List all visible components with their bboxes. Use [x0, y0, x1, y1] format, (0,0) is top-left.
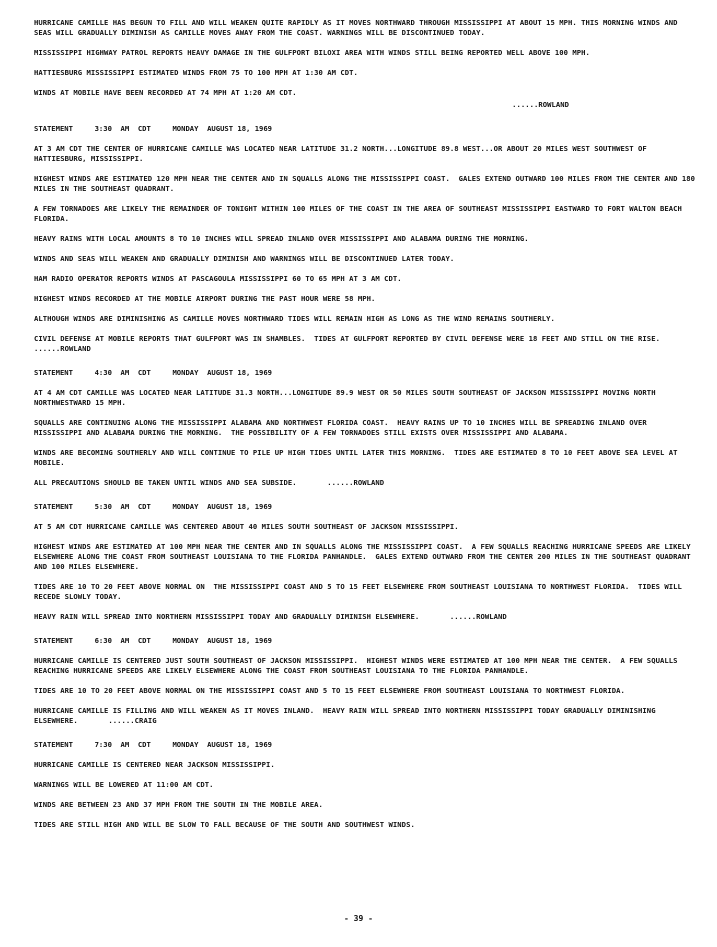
statements-section — [34, 124, 700, 830]
paragraph: AT 5 AM CDT HURRICANE CAMILLE WAS CENTERED ABOUT 40 MILES SOUTH SOUTHEAST OF JACKSON MISSISSIPPI. — [34, 522, 459, 531]
paragraph: HATTIESBURG MISSISSIPPI ESTIMATED WINDS FROM 75 TO 100 MPH AT 1:30 AM CDT. — [34, 68, 358, 77]
signature-gap — [78, 716, 109, 725]
paragraph: HURRICANE CAMILLE IS CENTERED NEAR JACKSON MISSISSIPPI. — [34, 760, 275, 769]
paragraph-with-signature — [34, 478, 697, 488]
statement — [34, 368, 697, 488]
statement-header: STATEMENT 3:30 AM CDT MONDAY AUGUST 18, 1969 — [34, 124, 272, 133]
paragraph: AT 4 AM CDT CAMILLE WAS LOCATED NEAR LATITUDE 31.3 NORTH...LONGITUDE 89.9 WEST OR 50 MILES SOUTH SOUTHEAST OF JACKSON MISSISSIPPI MOVING NORTH NORTHWESTWARD 15 MPH. — [34, 388, 660, 407]
signature-line — [34, 100, 697, 110]
paragraph: HURRICANE CAMILLE IS CENTERED JUST SOUTH SOUTHEAST OF JACKSON MISSISSIPPI. HIGHEST WINDS WERE ESTIMATED AT 100 MPH NEAR THE CENTER. A FEW SQUALLS REACHING HURRICANE SPEEDS ARE LIKELY ELSEWHERE ALONG THE COAST FROM SOUTHEAST LOUISIANA TO THE FLORIDA PANHANDLE. — [34, 656, 682, 675]
paragraph: WINDS AT MOBILE HAVE BEEN RECORDED AT 74 MPH AT 1:20 AM CDT. — [34, 88, 297, 97]
paragraph: A FEW TORNADOES ARE LIKELY THE REMAINDER OF TONIGHT WITHIN 100 MILES OF THE COAST IN THE AREA OF SOUTHEAST MISSISSIPPI EASTWARD TO FORT WALTON BEACH FLORIDA. — [34, 204, 687, 223]
statement — [34, 502, 697, 622]
signature: ......ROWLAND — [449, 612, 507, 621]
paragraph: HAM RADIO OPERATOR REPORTS WINDS AT PASCAGOULA MISSISSIPPI 60 TO 65 MPH AT 3 AM CDT. — [34, 274, 402, 283]
signature: ......ROWLAND — [327, 478, 385, 487]
paragraph-text: HEAVY RAIN WILL SPREAD INTO NORTHERN MISSISSIPPI TODAY AND GRADUALLY DIMINISH ELSEWHERE. — [34, 612, 420, 621]
statement-header: STATEMENT 7:30 AM CDT MONDAY AUGUST 18, 1969 — [34, 740, 272, 749]
paragraph: ALTHOUGH WINDS ARE DIMINISHING AS CAMILLE MOVES NORTHWARD TIDES WILL REMAIN HIGH AS LONG AS THE WIND REMAINS SOUTHERLY. — [34, 314, 555, 323]
paragraph-text: CIVIL DEFENSE AT MOBILE REPORTS THAT GULFPORT WAS IN SHAMBLES. TIDES AT GULFPORT REPORTED BY CIVIL DEFENSE WERE 18 FEET AND STILL ON THE RISE. — [34, 334, 660, 343]
paragraph: WINDS ARE BETWEEN 23 AND 37 MPH FROM THE SOUTH IN THE MOBILE AREA. — [34, 800, 323, 809]
paragraph: TIDES ARE STILL HIGH AND WILL BE SLOW TO FALL BECAUSE OF THE SOUTH AND SOUTHWEST WINDS. — [34, 820, 415, 829]
paragraph: HIGHEST WINDS ARE ESTIMATED 120 MPH NEAR THE CENTER AND IN SQUALLS ALONG THE MISSISSIPPI COAST. GALES EXTEND OUTWARD 100 MILES FROM THE CENTER AND 180 MILES IN THE SOUTHEAST QUADRANT. — [34, 174, 700, 193]
paragraph-with-signature — [34, 612, 697, 622]
paragraph: HEAVY RAINS WITH LOCAL AMOUNTS 8 TO 10 INCHES WILL SPREAD INLAND OVER MISSISSIPPI AND ALABAMA DURING THE MORNING. — [34, 234, 529, 243]
statement — [34, 124, 700, 354]
paragraph: MISSISSIPPI HIGHWAY PATROL REPORTS HEAVY DAMAGE IN THE GULFPORT BILOXI AREA WITH WINDS STILL BEING REPORTED WELL ABOVE 100 MPH. — [34, 48, 590, 57]
paragraph-with-signature — [34, 334, 697, 354]
paragraph-with-signature — [34, 706, 697, 726]
paragraph-text: HURRICANE CAMILLE IS FILLING AND WILL WEAKEN AS IT MOVES INLAND. HEAVY RAIN WILL SPREAD INTO NORTHERN MISSISSIPPI TODAY GRADUALLY DIMINISHING ELSEWHERE. — [34, 706, 660, 725]
paragraph: HURRICANE CAMILLE HAS BEGUN TO FILL AND WILL WEAKEN QUITE RAPIDLY AS IT MOVES NORTHWARD THROUGH MISSISSIPPI AT ABOUT 15 MPH. THIS MORNING WINDS AND SEAS WILL GRADUALLY DIMINISH AS CAMILLE MOVES AWAY FROM THE COAST. WARNINGS WILL BE DISCONTINUED TODAY. — [34, 18, 682, 37]
paragraph: HIGHEST WINDS RECORDED AT THE MOBILE AIRPORT DURING THE PAST HOUR WERE 58 MPH. — [34, 294, 376, 303]
statement-header: STATEMENT 5:30 AM CDT MONDAY AUGUST 18, 1969 — [34, 502, 272, 511]
statement — [34, 740, 697, 830]
signature-gap — [297, 478, 328, 487]
signature-gap — [660, 334, 691, 343]
signature: ......ROWLAND — [512, 100, 569, 109]
statement-header: STATEMENT 6:30 AM CDT MONDAY AUGUST 18, 1969 — [34, 636, 272, 645]
paragraph: WINDS ARE BECOMING SOUTHERLY AND WILL CONTINUE TO PILE UP HIGH TIDES UNTIL LATER THIS MORNING. TIDES ARE ESTIMATED 8 TO 10 FEET ABOVE SEA LEVEL AT MOBILE. — [34, 448, 682, 467]
paragraph: TIDES ARE 10 TO 20 FEET ABOVE NORMAL ON THE MISSISSIPPI COAST AND 5 TO 15 FEET ELSEWHERE FROM SOUTHEAST LOUISIANA TO NORTHWEST FLORIDA. — [34, 686, 625, 695]
signature: ......CRAIG — [108, 716, 157, 725]
intro-section — [34, 18, 697, 110]
paragraph: TIDES ARE 10 TO 20 FEET ABOVE NORMAL ON THE MISSISSIPPI COAST AND 5 TO 15 FEET ELSEWHERE FROM SOUTHEAST LOUISIANA TO NORTHWEST FLORIDA. TIDES WILL RECEDE SLOWLY TODAY. — [34, 582, 687, 601]
signature-gap — [419, 612, 450, 621]
paragraph-text: ALL PRECAUTIONS SHOULD BE TAKEN UNTIL WINDS AND SEA SUBSIDE. — [34, 478, 297, 487]
paragraph: WINDS AND SEAS WILL WEAKEN AND GRADUALLY DIMINISH AND WARNINGS WILL BE DISCONTINUED LATER TODAY. — [34, 254, 455, 263]
paragraph: HIGHEST WINDS ARE ESTIMATED AT 100 MPH NEAR THE CENTER AND IN SQUALLS ALONG THE MISSISSIPPI COAST. A FEW SQUALLS REACHING HURRICANE SPEEDS ARE LIKELY ELSEWHERE ALONG THE COAST FROM SOUTHEAST LOUISIANA TO THE FLORIDA PANHANDLE. GALES EXTEND OUTWARD FROM THE CENTER 200 MILES IN THE SOUTHEAST QUADRANT AND 100 MILES ELSEWHERE. — [34, 542, 695, 571]
statement-header: STATEMENT 4:30 AM CDT MONDAY AUGUST 18, 1969 — [34, 368, 272, 377]
statement — [34, 636, 697, 726]
paragraph: WARNINGS WILL BE LOWERED AT 11:00 AM CDT. — [34, 780, 214, 789]
page-number: - 39 - — [344, 914, 373, 923]
paragraph: SQUALLS ARE CONTINUING ALONG THE MISSISSIPPI ALABAMA AND NORTHWEST FLORIDA COAST. HEAVY RAINS UP TO 10 INCHES WILL BE SPREADING INLAND OVER MISSISSIPPI AND ALABAMA DURING THE MORNING. THE POSSIBILITY OF A FEW TORNADOES STILL EXISTS OVER MISSISSIPPI AND ALABAMA. — [34, 418, 652, 437]
signature: ......ROWLAND — [34, 344, 91, 353]
paragraph: AT 3 AM CDT THE CENTER OF HURRICANE CAMILLE WAS LOCATED NEAR LATITUDE 31.2 NORTH...LONGITUDE 89.8 WEST...OR ABOUT 20 MILES WEST SOUTHWEST OF HATTIESBURG, MISSISSIPPI. — [34, 144, 652, 163]
